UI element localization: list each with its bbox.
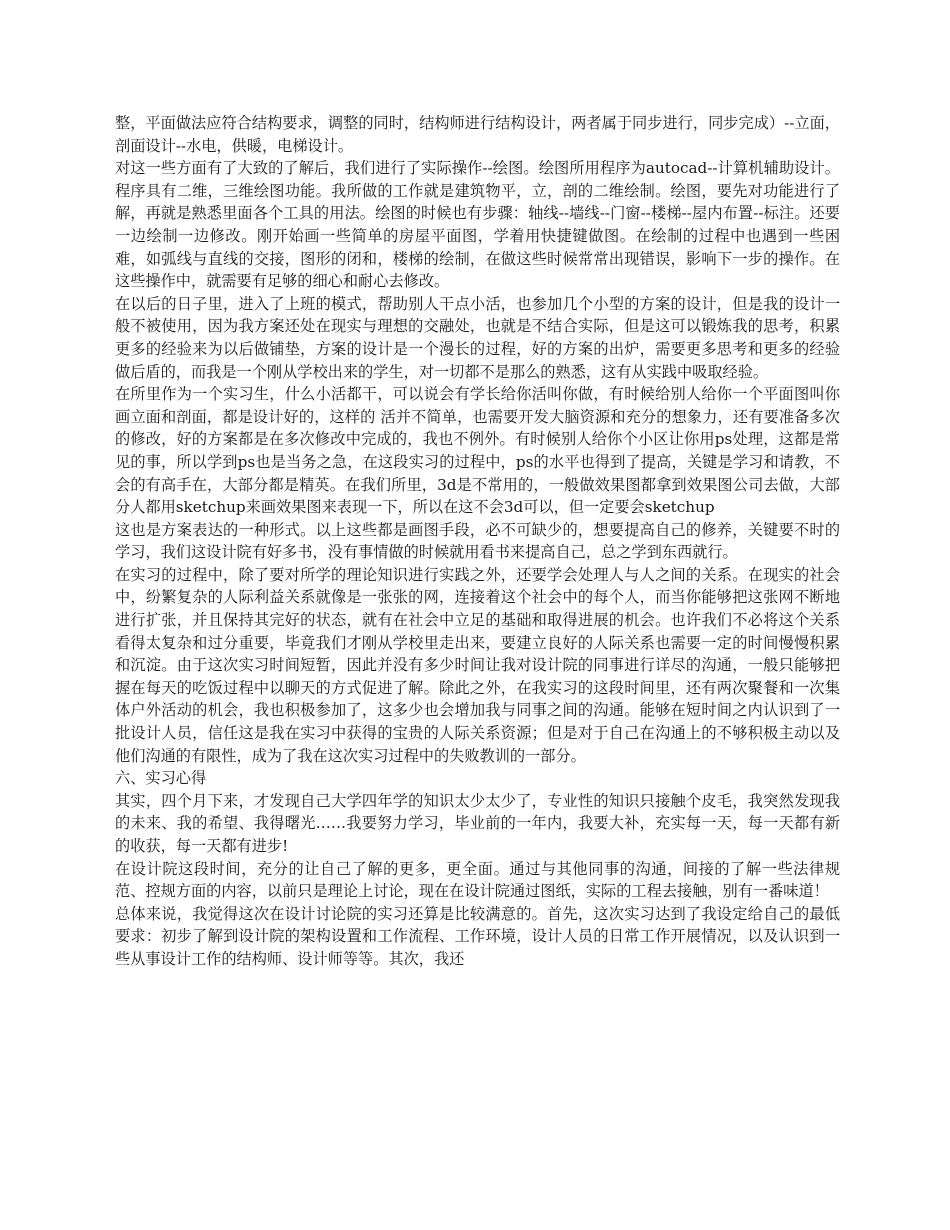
paragraph: 总体来说，我觉得这次在设计讨论院的实习还算是比较满意的。首先，这次实习达到了我设定给自己的最低要求：初步了解到设计院的架构设置和工作流程、工作环境，设计人员的日常工作开展情况，以及认识到一些从事设计工作的结构师、设计师等等。其次，我还 bbox=[115, 904, 840, 968]
paragraph: 在实习的过程中，除了要对所学的理论知识进行实践之外，还要学会处理人与人之间的关系。在现实的社会中，纷繁复杂的人际利益关系就像是一张张的网，连接着这个社会中的每个人，而当你能够把这张网不断地进行扩张，并且保持其完好的状态，就有在社会中立足的基础和取得进展的机会。也许我们不必将这个关系看得太复杂和过分重要，毕竟我们才刚从学校里走出来，要建立良好的人际关系也需要一定的时间慢慢积累和沉淀。由于这次实习时间短暂，因此并没有多少时间让我对设计院的同事进行详尽的沟通，一般只能够把握在每天的吃饭过程中以聊天的方式促进了解。除此之外，在我实习的这段时间里，还有两次聚餐和一次集体户外活动的机会，我也积极参加了，这多少也会增加我与同事之间的沟通。能够在短时间之内认识到了一批设计人员，信任这是我在实习中获得的宝贵的人际关系资源；但是对于自己在沟通上的不够积极主动以及他们沟通的有限性，成为了我在这次实习过程中的失败教训的一部分。 bbox=[115, 565, 840, 765]
paragraph: 这也是方案表达的一种形式。以上这些都是画图手段，必不可缺少的，想要提高自己的修养，关键要不时的学习，我们这设计院有好多书，没有事情做的时候就用看书来提高自己，总之学到东西就行。 bbox=[115, 520, 840, 562]
paragraph: 对这一些方面有了大致的了解后，我们进行了实际操作--绘图。绘图所用程序为autocad--计算机辅助设计。程序具有二维，三维绘图功能。我所做的工作就是建筑物平，立，剖的二维绘制。绘图，要先对功能进行了解，再就是熟悉里面各个工具的用法。绘图的时候也有步骤：轴线--墙线--门窗--楼梯--屋内布置--标注。还要一边绘制一边修改。刚开始画一些简单的房屋平面图，学着用快捷键做图。在绘制的过程中也遇到一些困难，如弧线与直线的交接，图形的闭和，楼梯的绘制，在做这些时候常常出现错误，影响下一步的操作。在这些操作中，就需要有足够的细心和耐心去修改。 bbox=[115, 159, 840, 291]
paragraph: 在所里作为一个实习生，什么小活都干，可以说会有学长给你活叫你做，有时候给别人给你一个平面图叫你画立面和剖面，都是设计好的，这样的 活并不简单，也需要开发大脑资源和充分的想象力，还有要准备多次的修改，好的方案都是在多次修改中完成的，我也不例外。有时候别人给你个小区让你用ps处理，这都是常见的事，所以学到ps也是当务之急，在这段实习的过程中，ps的水平也得到了提高，关键是学习和请教，不会的有高手在，大部分都是精英。在我们所里，3d是不常用的，一般做效果图都拿到效果图公司去做，大部分人都用sketchup来画效果图来表现一下，所以在这不会3d可以，但一定要会sketchup bbox=[115, 385, 840, 517]
paragraph: 在以后的日子里，进入了上班的模式，帮助别人干点小活，也参加几个小型的方案的设计，但是我的设计一般不被使用，因为我方案还处在现实与理想的交融处，也就是不结合实际，但是这可以锻炼我的思考，积累更多的经验来为以后做铺垫，方案的设计是一个漫长的过程，好的方案的出炉，需要更多思考和更多的经验做后盾的，而我是一个刚从学校出来的学生，对一切都不是那么的熟悉，这有从实践中吸取经验。 bbox=[115, 294, 840, 381]
paragraph: 其实，四个月下来，才发现自己大学四年学的知识太少太少了，专业性的知识只接触个皮毛，我突然发现我的未来、我的希望、我得曙光……我要努力学习，毕业前的一年内，我要大补，充实每一天，每一天都有新的收获，每一天都有进步! bbox=[115, 791, 840, 855]
section-heading: 六、实习心得 bbox=[115, 769, 207, 788]
paragraph: 整，平面做法应符合结构要求，调整的同时，结构师进行结构设计，两者属于同步进行，同步完成）--立面，剖面设计--水电，供暖，电梯设计。 bbox=[115, 114, 840, 155]
paragraph: 在设计院这段时间，充分的让自己了解的更多，更全面。通过与其他同事的沟通，间接的了解一些法律规范、控规方面的内容，以前只是理论上讨论，现在在设计院通过图纸，实际的工程去接触，别有一番味道！ bbox=[115, 859, 840, 901]
document-page bbox=[115, 112, 840, 971]
